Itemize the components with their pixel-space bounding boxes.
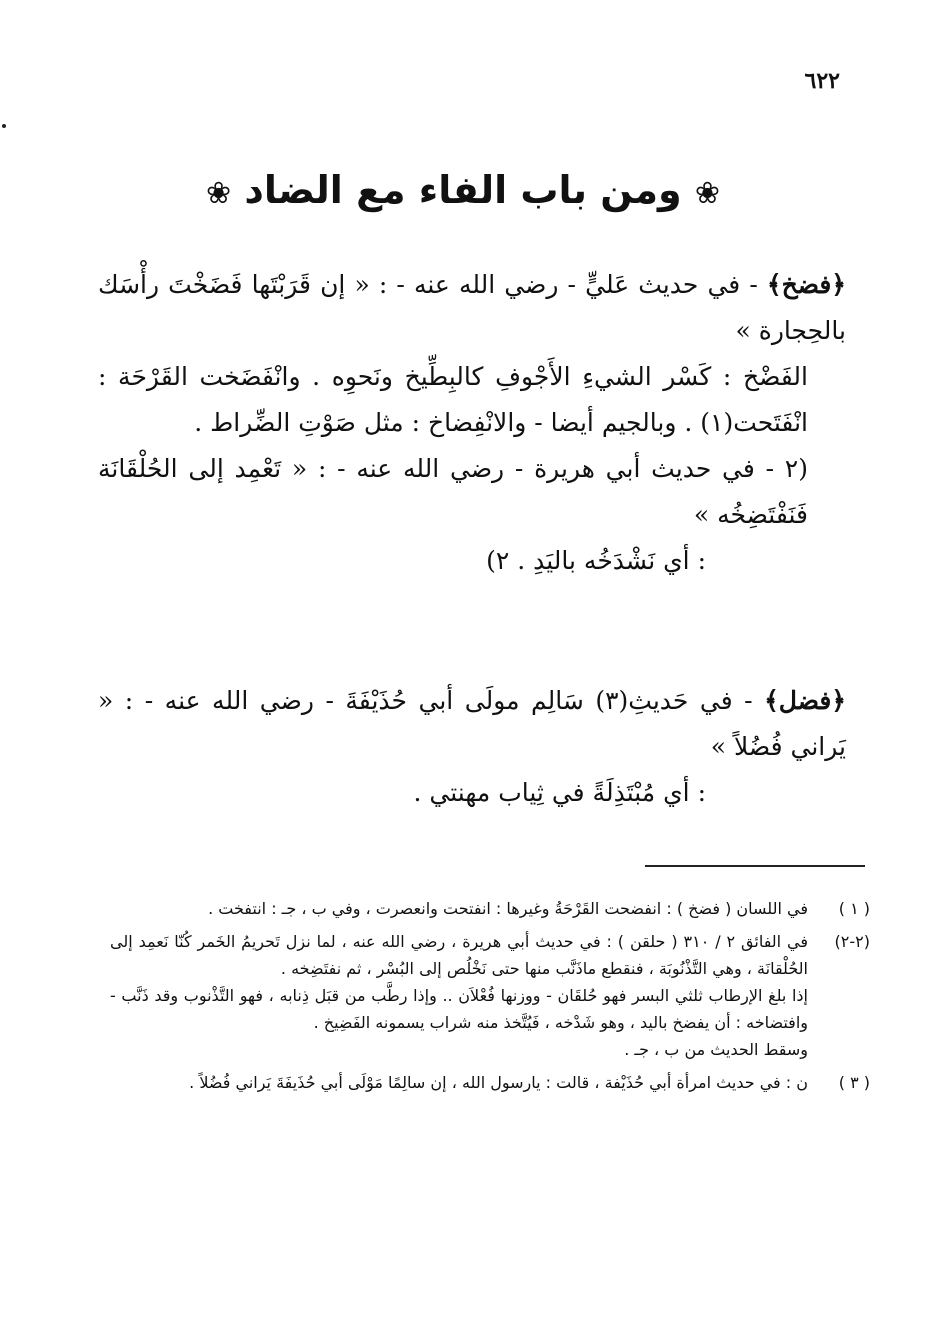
chapter-title-block: [0, 168, 926, 212]
headword: ﴿فضخ﴾: [766, 270, 846, 299]
footnote-mark: (٢-٢): [834, 932, 870, 951]
footnote-1: [110, 895, 870, 922]
footnote-mark: ( ١ ): [838, 899, 870, 918]
footnote-2: [110, 928, 870, 1063]
entry-line: ﴿فضخ﴾ - في حديث عَليٍّ - رضي الله عنه - : « إن قَرَبْتَها فَضَخْتَ رأْسَك بالحِجارة »: [98, 270, 846, 345]
footnote-text: وسقط الحديث من ب ، جـ .: [624, 1040, 808, 1059]
entry-gloss: : أي نَشْدَخُه باليَدِ . ٢): [486, 546, 706, 575]
footnote-text: إذا بلغ الإرطاب ثلثي البسر فهو حُلقَان - ووزنها فُعْلاَن .. وإذا رطَّب من قبَل ذِنابه ، فهو التَّذْنوب وقد ذَنَّب - وافتضاخه : أن يفضخ باليد ، وهو شَدْخه ، فَيُتَّخذ منه شراب يسمونه الفَضِيخ .: [110, 986, 808, 1032]
ornament-icon: ❀: [205, 176, 232, 211]
footnote-text: ن : في حديث امرأة أبي حُذَيْفة ، قالت : يارسول الله ، إن سالِمًا مَوْلَى أبي حُذَيفَةَ يَراني فُضُلاً .: [189, 1073, 808, 1092]
entry-line: ﴿فضل﴾ - في حَديثِ(٣) سَالِم مولَى أبي حُذَيْفَةَ - رضي الله عنه - : « يَراني فُضُلاً »: [98, 686, 847, 761]
footnote-text: في اللسان ( فضخ ) : انفضحت القَرْحَةُ وغيرها : انفتحت وانعصرت ، وفي ب ، جـ : انتفخت .: [208, 899, 808, 918]
entry-hadith: (٢ - في حديث أبي هريرة - رضي الله عنه - : « تَعْمِد إلى الحُلْقَانَة فَنَفْتَضِخُه »: [98, 454, 808, 529]
entry-gloss: : أي مُبْتَذِلَةً في ثِياب مهنتي .: [413, 778, 706, 807]
entry-line: الفَضْخ : كَسْر الشيءِ الأَجْوفِ كالبِطِّيخ ونَحوِه . وانْفَضَخت القَرْحَة : انْفَتَحت(١) . وبالجيم أيضا - والانْفِضاخ : مثل صَوْتِ الضِّراط .: [98, 362, 808, 437]
footnotes: [110, 895, 870, 1102]
ornament-icon: ❀: [694, 176, 721, 211]
headword: ﴿فضل﴾: [764, 686, 847, 715]
scan-speck: [2, 124, 6, 128]
entry-fadakh: [98, 262, 846, 584]
footnote-mark: ( ٣ ): [838, 1073, 870, 1092]
footnote-text: في الفائق ٢ / ٣١٠ ( حلقن ) : في حديث أبي هريرة ، رضي الله عنه ، لما نزل تَحريمُ الخَمر كُنّا نَعمِد إلى الحُلْقانَة ، وهي التَّذْنُوبَة ، فنقطع ماذَنَّب منها حتى نَخْلُص إلى البُسْر ، ثم نفتَضِخه .: [110, 932, 809, 978]
footnote-divider: [645, 865, 865, 867]
entry-fadala: [98, 678, 846, 816]
page-number: ٦٢٢: [804, 68, 840, 94]
footnote-3: [110, 1069, 870, 1096]
chapter-title: ومن باب الفاء مع الضاد: [244, 168, 682, 212]
